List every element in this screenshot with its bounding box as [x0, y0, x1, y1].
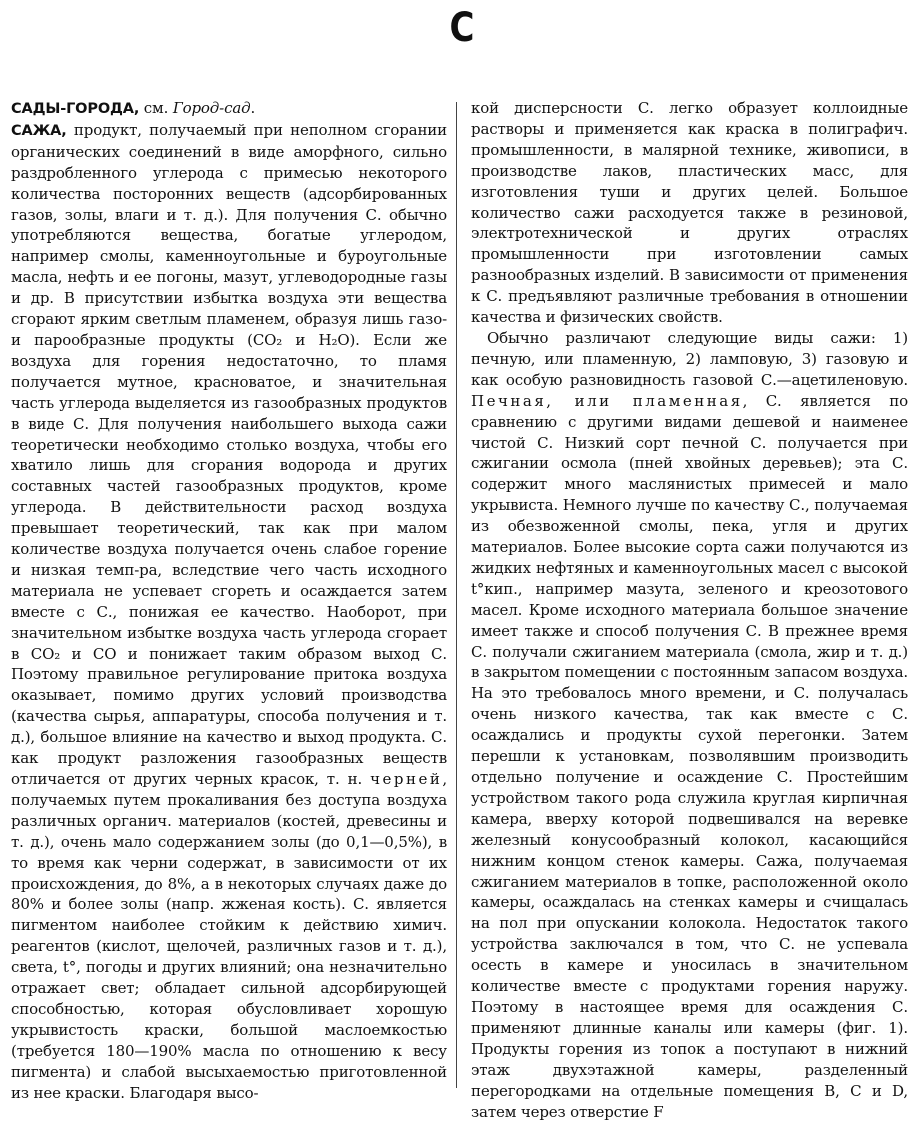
cross-reference-gorod-sad: Город-сад: [172, 99, 251, 117]
section-letter-heading: С: [449, 5, 475, 51]
see-label: см.: [139, 99, 173, 117]
headword-sazha: САЖА,: [11, 122, 67, 139]
right-column: [471, 98, 908, 1121]
headword-sady-goroda: САДЫ-ГОРОДА,: [11, 101, 140, 117]
paragraph-kinds-text-b: , С. является по сравнению с другими видами дешевой и наименее чистой С. Низкий сорт печной С. получается при сжигании осмола (пней хвойных деревьев); эта С. содержит много маслянистых примесей и мало укрывиста. Немного лучше по качеству С., получаемая из обезвоженной смолы, пека, угля и других материалов. Более высокие сорта сажи получаются из жидких нефтяных и каменноугольных масел с высокой t°кип., например мазута, зеленого и креозотового масел. Кроме исходного материала большое значение имеет также и способ получения С. В прежнее время С. получали сжиганием материала (смола, жир и т. д.) в закрытом помещении с постоянным запасом воздуха. На это требовалось много времени, и С. получалась очень низкого качества, так как вместе с С. осаждались и продукты сухой перегонки. Затем перешли к установкам, позволявшим производить отдельно получение и осаждение С. Простейшим устройством такого рода служила круглая кирпичная камера, вверху которой подвешивался на веревке железный конусообразный колокол, касающийся нижним концом стенок камеры. Сажа, получаемая сжиганием материалов в топке, расположенной около камеры, осаждалась на стенках камеры и счищалась на пол при опускании колокола. Недостаток такого устройства заключался в том, что С. не успевала осесть в камере и уносилась в значительном количестве вместе с продуктами горения наружу. Поэтому в настоящее время для осаждения С. применяют длинные каналы или камеры (фиг. 1). Продукты горения из топок a поступают в нижний этаж двухэтажной камеры, разделенный перегородками на отдельные помещения B, C и D, затем через отверстие F: [471, 391, 908, 1121]
left-column: [11, 98, 447, 1102]
spaced-term-cherney: черней: [370, 770, 443, 788]
paragraph-kinds-of-soot: [471, 328, 908, 1122]
spaced-term-pechnaya: Печная, или пламенная: [471, 391, 743, 410]
entry-end-punct: .: [250, 99, 256, 117]
entry-sazha: [11, 120, 447, 1104]
column-divider: [456, 102, 457, 1088]
paragraph-kinds-text-a: Обычно различают следующие виды сажи: 1) печную, или пламенную, 2) ламповую, 3) газовую и как особую разновидность газовой С.—ацетиленовую.: [471, 328, 908, 389]
entry-sazha-text-b: , получаемых путем прокаливания без доступа воздуха различных органич. материалов (костей, древесины и т. д.), очень мало содержанием золы (до 0,1—0,5%), в то время как черни содержат, в зависимости от их происхождения, до 8%, а в некоторых случаях даже до 80% и более золы (напр. жженая кость). С. является пигментом наиболее стойким к действию химич. реагентов (кислот, щелочей, различных газов и т. д.), света, t°, погоды и других влияний; она незначительно отражает свет; обладает сильной адсорбирующей способностью, которая обусловливает хорошую укрывистость краски, большой маслоемкостью (требуется 180—190% масла по отношению к весу пигмента) и слабой высыхаемостью приготовленной из нее краски. Благодаря высо-: [11, 770, 447, 1102]
entry-sady-goroda: [11, 98, 447, 120]
paragraph-continuation: кой дисперсности С. легко образует коллоидные растворы и применяется как краска в полиграфич. промышленности, в малярной технике, живописи, в производстве лаков, пластических масс, для изготовления туши и других целей. Большое количество сажи расходуется также в резиновой, электротехнической и других отраслях промышленности при изготовлении самых разнообразных изделий. В зависимости от применения к С. предъявляют различные требования в отношении качества и физических свойств.: [471, 99, 908, 327]
entry-sazha-text-a: продукт, получаемый при неполном сгорании органических соединений в виде аморфного, сильно раздробленного углерода с примесью некоторого количества посторонних веществ (адсорбированных газов, золы, влаги и т. д.). Для получения С. обычно употребляются вещества, богатые углеродом, например смолы, каменноугольные и буроугольные масла, нефть и ее погоны, мазут, углеводородные газы и др. В присутствии избытка воздуха эти вещества сгорают ярким светлым пламенем, образуя лишь газо- и парообразные продукты (CO₂ и H₂O). Если же воздуха для горения недостаточно, то пламя получается мутное, красноватое, и значительная часть углерода выделяется из газообразных продуктов в виде С. Для получения наибольшего выхода сажи теоретически необходимо столько воздуха, чтобы его хватило лишь для сгорания водорода и других составных частей газообразных продуктов, кроме углерода. В действительности расход воздуха превышает теоретический, так как при малом количестве воздуха получается очень слабое горение и низкая темп-ра, вследствие чего часть исходного материала не успевает сгореть и осаждается затем вместе с С., понижая ее качество. Наоборот, при значительном избытке воздуха часть углерода сгорает в CO₂ и CO и понижает таким образом выход С. Поэтому правильное регулирование притока воздуха оказывает, помимо других условий производства (качества сырья, аппаратуры, способа получения и т. д.), большое влияние на качество и выход продукта. С. как продукт разложения газообразных веществ отличается от других черных красок, т. н.: [11, 120, 447, 788]
